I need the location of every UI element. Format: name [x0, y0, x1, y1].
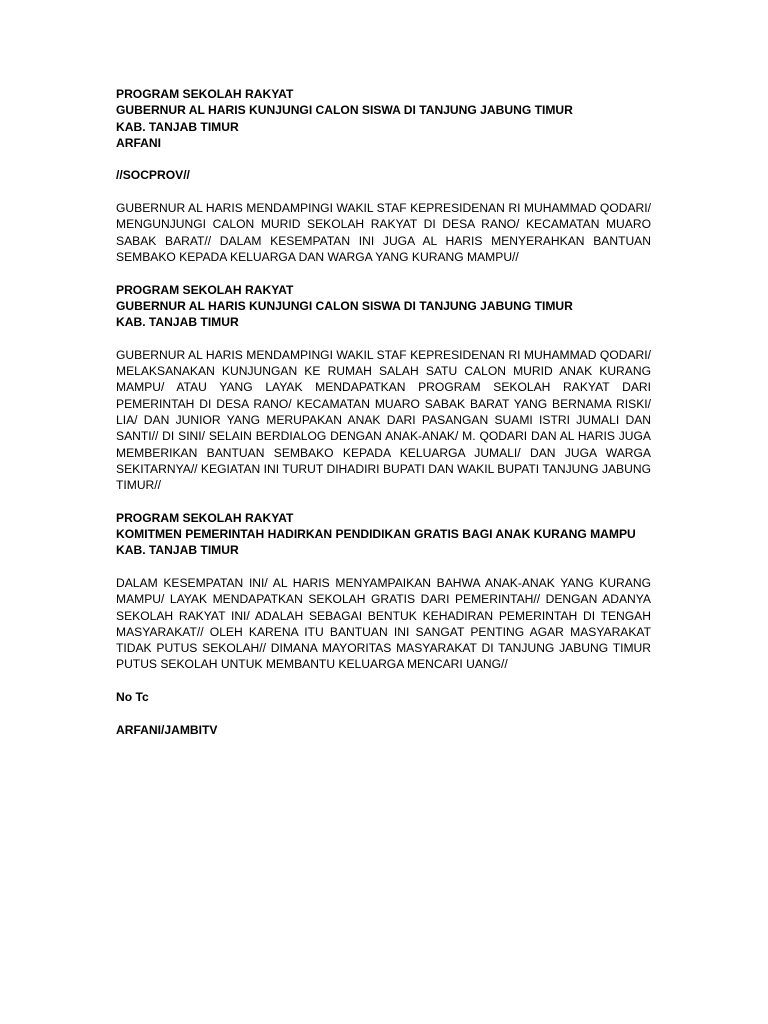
headline: KOMITMEN PEMERINTAH HADIRKAN PENDIDIKAN GRATIS BAGI ANAK KURANG MAMPU [116, 527, 636, 542]
headline: GUBERNUR AL HARIS KUNJUNGI CALON SISWA DI TANJUNG JABUNG TIMUR [116, 103, 573, 118]
body-paragraph: GUBERNUR AL HARIS MENDAMPINGI WAKIL STAF KEPRESIDENAN RI MUHAMMAD QODARI/ MELAKSANAKAN KUNJUNGAN KE RUMAH SALAH SATU CALON MURID ANAK KURANG MAMPU/ ATAU YANG LAYAK MENDAPATKAN PROGRAM SEKOLAH RAKYAT DARI PEMERINTAH DI DESA RANO/ KECAMATAN MUARO SABAK BARAT YANG BERNAMA RISKI/ LIA/ DAN JUNIOR YANG MERUPAKAN ANAK DARI PASANGAN SUAMI ISTRI JUMALI DAN SANTI// DI SINI/ SELAIN BERDIALOG DENGAN ANAK-ANAK/ M. QODARI DAN AL HARIS JUGA MEMBERIKAN BANTUAN SEMBAKO KEPADA KELUARGA JUMALI/ DAN JUGA WARGA SEKITARNYA// KEGIATAN INI TURUT DIHADIRI BUPATI DAN WAKIL BUPATI TANJUNG JABUNG TIMUR// [116, 347, 651, 493]
reporter-line: ARFANI [116, 135, 162, 150]
location-line: KAB. TANJAB TIMUR [116, 543, 239, 558]
program-title: PROGRAM SEKOLAH RAKYAT [116, 282, 294, 297]
program-title: PROGRAM SEKOLAH RAKYAT [116, 510, 294, 525]
program-title: PROGRAM SEKOLAH RAKYAT [116, 87, 294, 101]
headline: GUBERNUR AL HARIS KUNJUNGI CALON SISWA DI TANJUNG JABUNG TIMUR [116, 298, 573, 313]
body-paragraph: DALAM KESEMPATAN INI/ AL HARIS MENYAMPAIKAN BAHWA ANAK-ANAK YANG KURANG MAMPU/ LAYAK MENDAPATKAN SEKOLAH GRATIS DARI PEMERINTAH// DENGAN ADANYA SEKOLAH RAKYAT INI/ ADALAH SEBAGAI BENTUK KEHADIRAN PEMERINTAH DI TENGAH MASYARAKAT// OLEH KARENA ITU BANTUAN INI SANGAT PENTING AGAR MASYARAKAT TIDAK PUTUS SEKOLAH// DIMANA MAYORITAS MASYARAKAT DI TANJUNG JABUNG TIMUR PUTUS SEKOLAH UNTUK MEMBANTU KELUARGA MENCARI UANG// [116, 575, 651, 672]
slug-line: //SOCPROV// [116, 168, 190, 183]
document-page [116, 86, 651, 738]
news-section-1 [116, 86, 651, 265]
news-section-2 [116, 282, 651, 494]
footer-credit: ARFANI/JAMBITV [116, 722, 218, 737]
news-section-3 [116, 510, 651, 673]
body-paragraph: GUBERNUR AL HARIS MENDAMPINGI WAKIL STAF KEPRESIDENAN RI MUHAMMAD QODARI/ MENGUNJUNGI CALON MURID SEKOLAH RAKYAT DI DESA RANO/ KECAMATAN MUARO SABAK BARAT// DALAM KESEMPATAN INI JUGA AL HARIS MENYERAHKAN BANTUAN SEMBAKO KEPADA KELUARGA DAN WARGA YANG KURANG MAMPU// [116, 201, 651, 264]
footer-note: No Tc [116, 689, 149, 704]
location-line: KAB. TANJAB TIMUR [116, 119, 239, 134]
location-line: KAB. TANJAB TIMUR [116, 315, 239, 330]
